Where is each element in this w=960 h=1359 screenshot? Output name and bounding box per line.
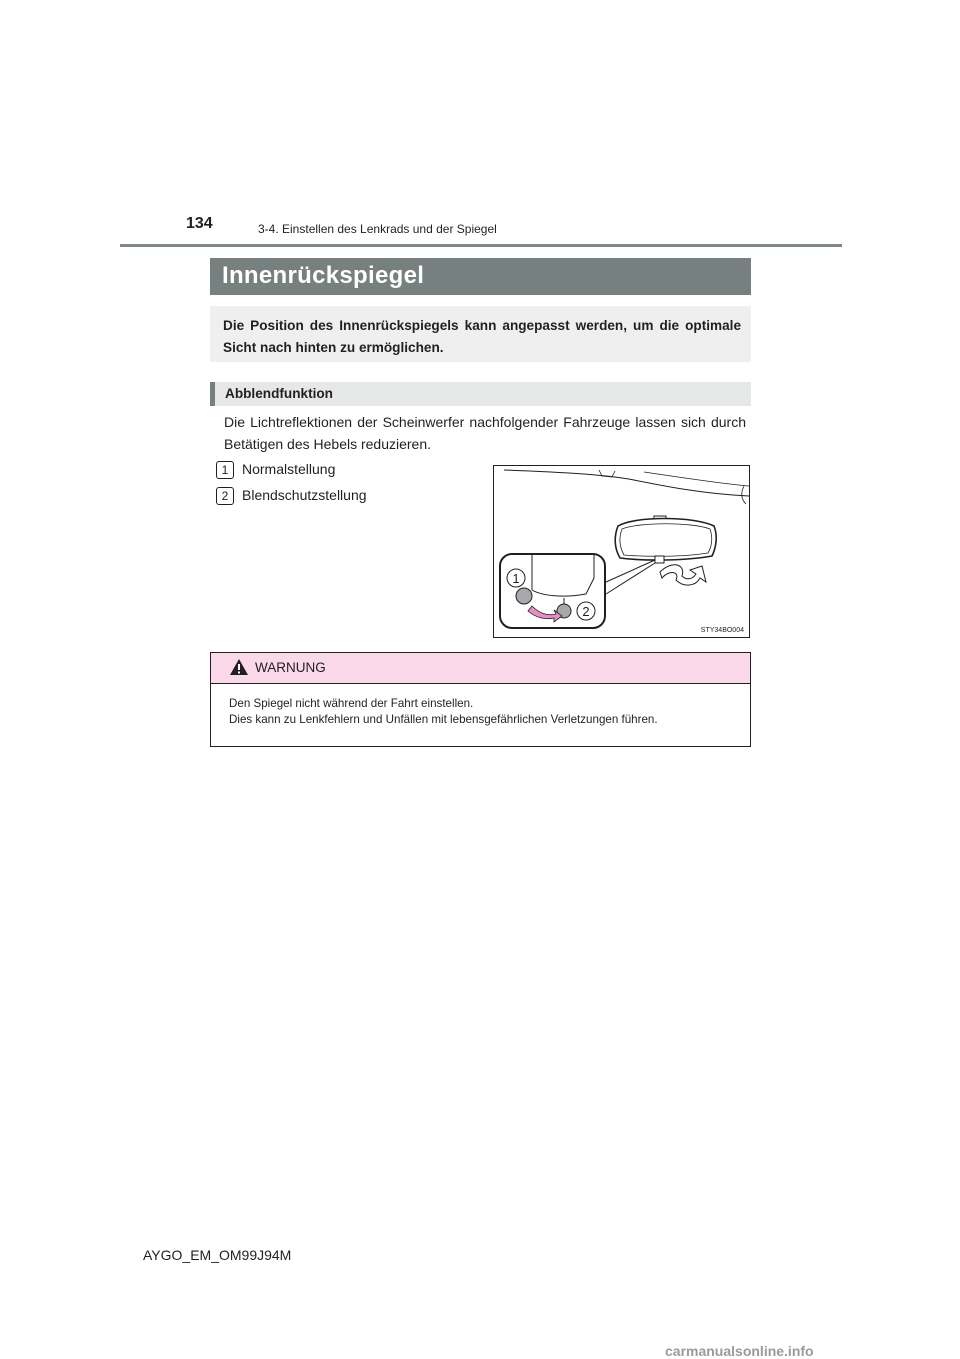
warning-header [211,653,750,684]
subheading-accent [210,382,215,406]
item-number: 1 [216,461,234,479]
warning-triangle-icon [229,658,249,676]
mirror-diagram [494,466,749,637]
callout-1: 1 [512,571,520,586]
warning-line: Den Spiegel nicht während der Fahrt einstellen. [229,697,474,710]
item-number: 2 [216,487,234,505]
item-label: Normalstellung [242,461,336,477]
intro-box [210,306,751,362]
page-number: 134 [186,215,213,232]
warning-title: WARNUNG [255,660,326,675]
header-rule [120,244,842,247]
section-label: 3-4. Einstellen des Lenkrads und der Spiegel [258,222,497,236]
subheading-bar [210,382,751,406]
watermark: carmanualsonline.info [665,1343,814,1359]
intro-text: Die Position des Innenrückspiegels kann angepasst werden, um die optimale Sicht nach hinten zu ermöglichen. [223,318,741,355]
body-text: Die Lichtreflektionen der Scheinwerfer nachfolgender Fahrzeuge lassen sich durch Betätigen des Hebels reduzieren. [224,414,746,452]
subheading: Abblendfunktion [225,386,333,401]
figure-code: STY34BO004 [700,627,744,634]
warning-box [210,652,751,747]
callout-2: 2 [582,604,590,619]
mirror-illustration [493,465,750,638]
title-bar [210,258,751,295]
warning-text [229,696,749,728]
footer-code: AYGO_EM_OM99J94M [143,1247,292,1263]
warning-line: Dies kann zu Lenkfehlern und Unfällen mit lebensgefährlichen Verletzungen führen. [229,713,658,726]
page-title: Innenrückspiegel [222,262,425,289]
item-label: Blendschutzstellung [242,487,367,503]
